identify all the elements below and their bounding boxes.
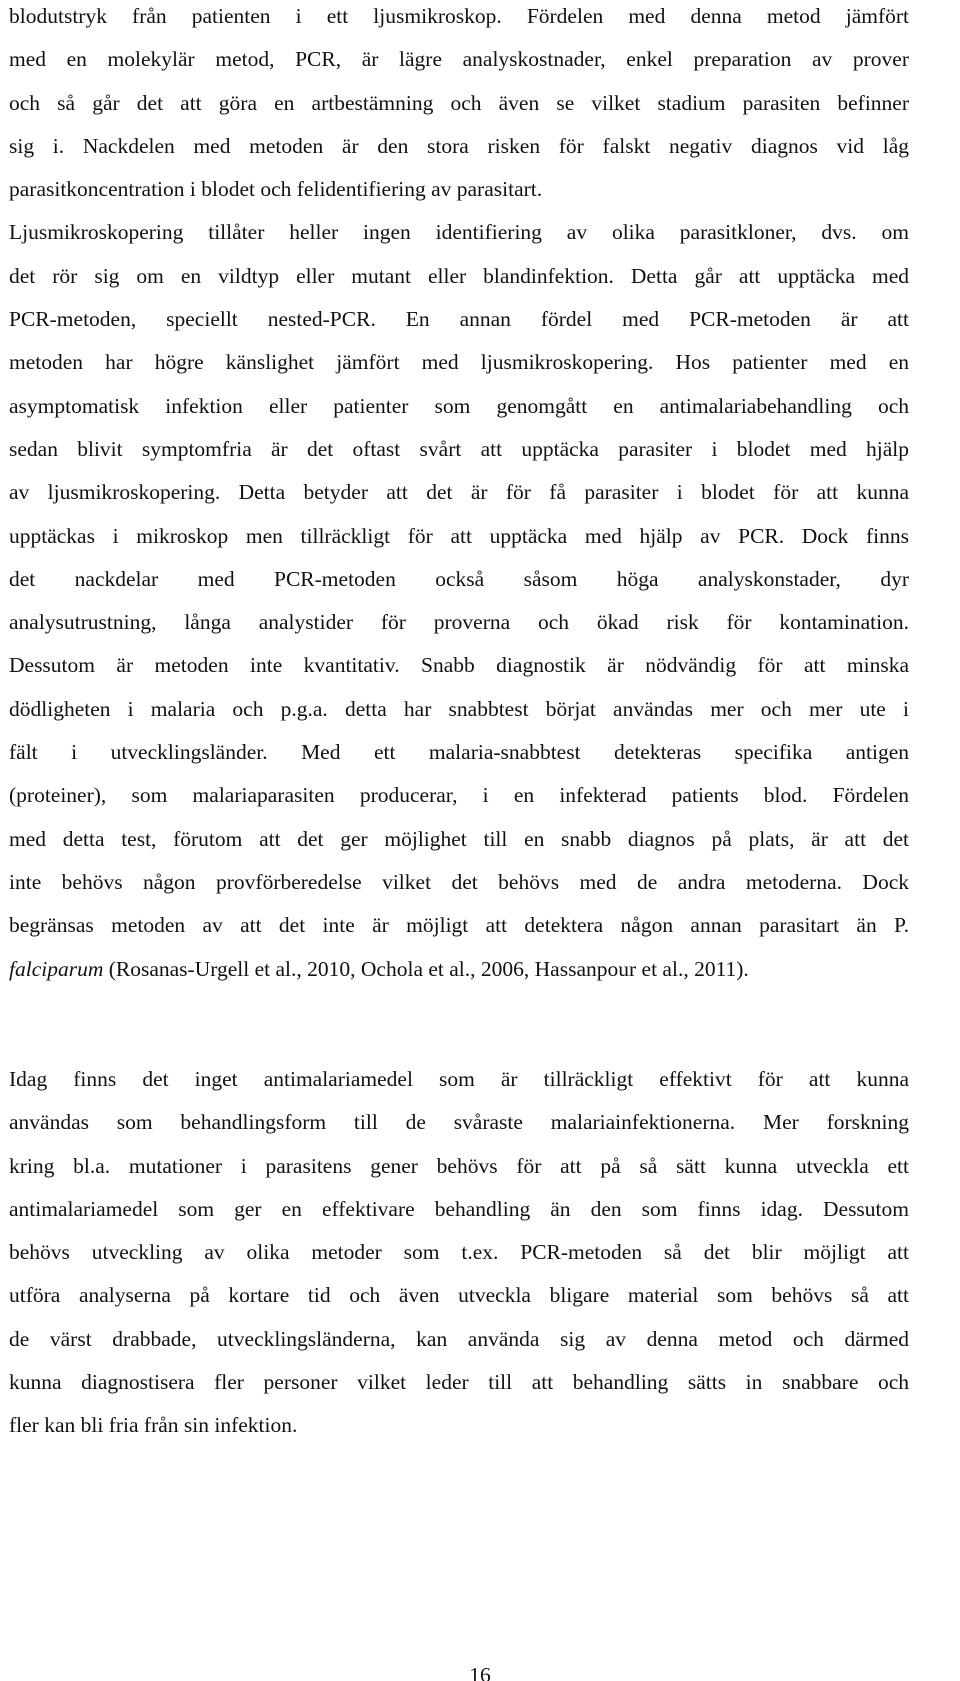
text-line: med en molekylär metod, PCR, är lägre analyskostnader, enkel preparation av prover bbox=[9, 47, 909, 72]
text-line-with-species-name bbox=[9, 948, 909, 991]
text-line: med detta test, förutom att det ger möjlighet till en snabb diagnos på plats, är att det bbox=[9, 826, 909, 851]
text-line: användas som behandlingsform till de svåraste malariainfektionerna. Mer forskning bbox=[9, 1110, 909, 1135]
text-line: av ljusmikroskopering. Detta betyder att det är för få parasiter i blodet för att kunna bbox=[9, 480, 909, 505]
text-line: Ljusmikroskopering tillåter heller ingen identifiering av olika parasitkloner, dvs. om bbox=[9, 220, 909, 245]
paragraph-future-research bbox=[9, 1058, 909, 1448]
text-line: utföra analyserna på kortare tid och även utveckla bligare material som behövs så att bbox=[9, 1283, 909, 1308]
text-line: asymptomatisk infektion eller patienter som genomgått en antimalariabehandling och bbox=[9, 393, 909, 418]
text-line: inte behövs någon provförberedelse vilket det behövs med de andra metoderna. Dock bbox=[9, 869, 909, 894]
species-name-italic: falciparum bbox=[9, 956, 104, 981]
text-line: blodutstryk från patienten i ett ljusmikroskop. Fördelen med denna metod jämfört bbox=[9, 4, 909, 28]
text-line: antimalariamedel som ger en effektivare behandling än den som finns idag. Dessutom bbox=[9, 1196, 909, 1221]
paragraph-diagnostics bbox=[9, 0, 909, 991]
text-line: och så går det att göra en artbestämning och även se vilket stadium parasiten befinner bbox=[9, 90, 909, 115]
text-line: behövs utveckling av olika metoder som t.ex. PCR-metoden så det blir möjligt att bbox=[9, 1240, 909, 1265]
text-line: fler kan bli fria från sin infektion. bbox=[9, 1413, 298, 1438]
text-line: fält i utvecklingsländer. Med ett malaria-snabbtest detekteras specifika antigen bbox=[9, 740, 909, 765]
text-line: Idag finns det inget antimalariamedel som är tillräckligt effektivt för att kunna bbox=[9, 1067, 909, 1091]
text-line: upptäckas i mikroskop men tillräckligt för att upptäcka med hjälp av PCR. Dock finns bbox=[9, 523, 909, 548]
text-line: (proteiner), som malariaparasiten producerar, i en infekterad patients blod. Fördelen bbox=[9, 783, 909, 808]
citation-text: (Rosanas-Urgell et al., 2010, Ochola et al., 2006, Hassanpour et al., 2011). bbox=[103, 956, 749, 981]
text-line: begränsas metoden av att det inte är möjligt att detektera någon annan parasitart än P. bbox=[9, 913, 909, 938]
page-number: 16 bbox=[469, 1663, 491, 1681]
text-line: det rör sig om en vildtyp eller mutant eller blandinfektion. Detta går att upptäcka med bbox=[9, 263, 909, 288]
text-line: de värst drabbade, utvecklingsländerna, kan använda sig av denna metod och därmed bbox=[9, 1326, 909, 1351]
text-line: kunna diagnostisera fler personer vilket leder till att behandling sätts in snabbare och bbox=[9, 1370, 909, 1395]
text-line: parasitkoncentration i blodet och felidentifiering av parasitart. bbox=[9, 177, 543, 202]
text-line: sig i. Nackdelen med metoden är den stora risken för falskt negativ diagnos vid låg bbox=[9, 133, 909, 158]
text-line: det nackdelar med PCR-metoden också såsom höga analyskonstader, dyr bbox=[9, 566, 909, 591]
text-line: metoden har högre känslighet jämfört med ljusmikroskopering. Hos patienter med en bbox=[9, 350, 909, 375]
text-line: analysutrustning, långa analystider för proverna och ökad risk för kontamination. bbox=[9, 610, 909, 635]
text-line: sedan blivit symptomfria är det oftast svårt att upptäcka parasiter i blodet med hjälp bbox=[9, 436, 909, 461]
text-line: Dessutom är metoden inte kvantitativ. Snabb diagnostik är nödvändig för att minska bbox=[9, 653, 909, 678]
text-line: kring bl.a. mutationer i parasitens gener behövs för att på så sätt kunna utveckla ett bbox=[9, 1153, 909, 1178]
text-line: dödligheten i malaria och p.g.a. detta har snabbtest börjat användas mer och mer ute i bbox=[9, 696, 909, 721]
text-line: PCR-metoden, speciellt nested-PCR. En annan fördel med PCR-metoden är att bbox=[9, 307, 909, 332]
